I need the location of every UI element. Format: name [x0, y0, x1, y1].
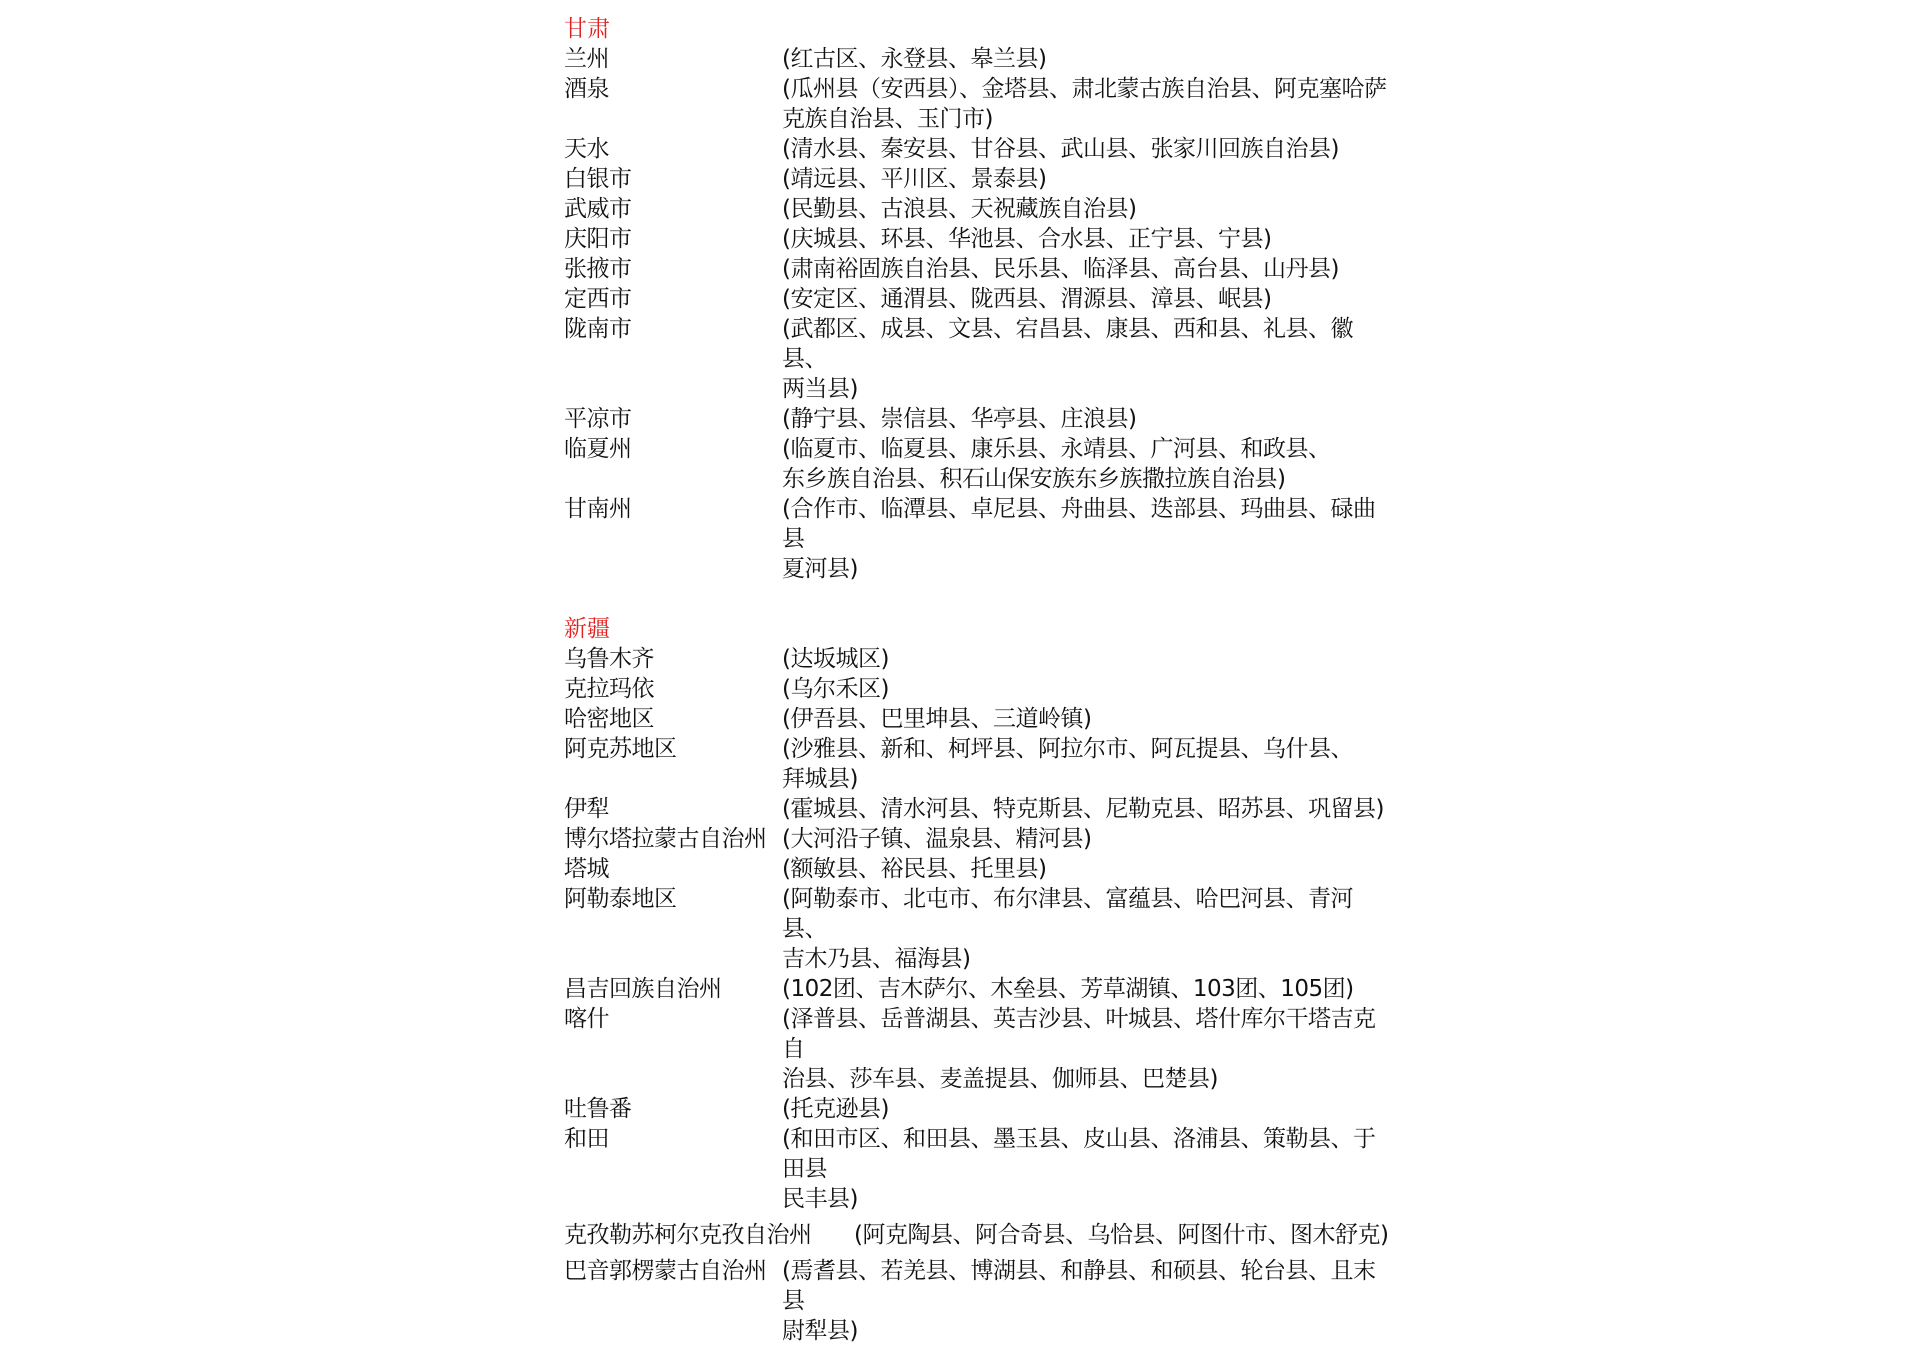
county-list: (额敏县、裕民县、托里县) [782, 856, 1047, 882]
city-name: 昌吉回族自治州 [564, 976, 722, 1002]
city-name: 张掖市 [564, 256, 632, 282]
list-row [564, 674, 1394, 704]
county-list: (临夏市、临夏县、康乐县、永靖县、广河县、和政县、 东乡族自治县、积石山保安族东乡族撒拉族自治县) [782, 436, 1331, 492]
county-list: (102团、吉木萨尔、木垒县、芳草湖镇、103团、105团) [782, 976, 1354, 1002]
list-row [564, 44, 1394, 74]
city-name: 哈密地区 [564, 706, 654, 732]
list-row [564, 314, 1394, 404]
list-row [564, 704, 1394, 734]
city-name: 平凉市 [564, 406, 632, 432]
county-list: (霍城县、清水河县、特克斯县、尼勒克县、昭苏县、巩留县) [782, 796, 1384, 822]
list-row [564, 134, 1394, 164]
city-name: 喀什 [564, 1006, 609, 1032]
city-name: 陇南市 [564, 316, 632, 342]
list-row [564, 974, 1394, 1004]
county-list: (清水县、秦安县、甘谷县、武山县、张家川回族自治县) [782, 136, 1339, 162]
section-gansu [564, 14, 1394, 584]
city-name: 武威市 [564, 196, 632, 222]
city-name: 临夏州 [564, 436, 632, 462]
list-row [564, 884, 1394, 974]
county-list: (红古区、永登县、皋兰县) [782, 46, 1047, 72]
county-list: (沙雅县、新和、柯坪县、阿拉尔市、阿瓦提县、乌什县、 拜城县) [782, 736, 1353, 792]
city-name: 定西市 [564, 286, 632, 312]
city-name: 克孜勒苏柯尔克孜自治州 [564, 1222, 812, 1248]
list-row [564, 794, 1394, 824]
city-name: 酒泉 [564, 76, 609, 102]
list-row [564, 854, 1394, 884]
county-list: (阿勒泰市、北屯市、布尔津县、富蕴县、哈巴河县、青河县、 吉木乃县、福海县) [782, 886, 1353, 972]
city-name: 白银市 [564, 166, 632, 192]
county-list: (肃南裕固族自治县、民乐县、临泽县、高台县、山丹县) [782, 256, 1339, 282]
county-list: (庆城县、环县、华池县、合水县、正宁县、宁县) [782, 226, 1272, 252]
list-row [564, 284, 1394, 314]
county-list: (伊吾县、巴里坤县、三道岭镇) [782, 706, 1092, 732]
list-row [564, 1094, 1394, 1124]
list-row [564, 1124, 1394, 1214]
region-list-document [564, 14, 1394, 1346]
county-list: (阿克陶县、阿合奇县、乌恰县、阿图什市、图木舒克) [854, 1222, 1389, 1248]
list-row [564, 74, 1394, 134]
section-title: 新疆 [564, 616, 610, 642]
list-row [564, 1256, 1394, 1346]
county-list: (托克逊县) [782, 1096, 889, 1122]
list-row [564, 164, 1394, 194]
list-row [564, 1220, 1394, 1250]
county-list: (安定区、通渭县、陇西县、渭源县、漳县、岷县) [782, 286, 1272, 312]
section-title: 甘肃 [564, 16, 610, 42]
county-list: (焉耆县、若羌县、博湖县、和静县、和硕县、轮台县、且末县 尉犁县) [782, 1258, 1376, 1344]
city-name: 天水 [564, 136, 609, 162]
county-list: (大河沿子镇、温泉县、精河县) [782, 826, 1092, 852]
county-list: (瓜州县（安西县）、金塔县、肃北蒙古族自治县、阿克塞哈萨 克族自治县、玉门市) [782, 76, 1387, 132]
county-list: (静宁县、崇信县、华亭县、庄浪县) [782, 406, 1137, 432]
city-name: 阿克苏地区 [564, 736, 677, 762]
city-name: 吐鲁番 [564, 1096, 632, 1122]
list-row [564, 494, 1394, 584]
city-name: 伊犁 [564, 796, 609, 822]
list-row [564, 434, 1394, 494]
list-row [564, 224, 1394, 254]
list-row [564, 824, 1394, 854]
section-xinjiang [564, 614, 1394, 1346]
list-row [564, 1004, 1394, 1094]
city-name: 兰州 [564, 46, 609, 72]
city-name: 克拉玛依 [564, 676, 654, 702]
city-name: 阿勒泰地区 [564, 886, 677, 912]
list-row [564, 404, 1394, 434]
county-list: (武都区、成县、文县、宕昌县、康县、西和县、礼县、徽县、 两当县) [782, 316, 1353, 402]
city-name: 甘南州 [564, 496, 632, 522]
city-name: 巴音郭楞蒙古自治州 [564, 1258, 767, 1284]
county-list: (乌尔禾区) [782, 676, 889, 702]
county-list: (达坂城区) [782, 646, 889, 672]
list-row [564, 644, 1394, 674]
city-name: 塔城 [564, 856, 609, 882]
city-name: 庆阳市 [564, 226, 632, 252]
city-name: 乌鲁木齐 [564, 646, 654, 672]
county-list: (和田市区、和田县、墨玉县、皮山县、洛浦县、策勒县、于田县 民丰县) [782, 1126, 1376, 1212]
list-row [564, 734, 1394, 794]
section-spacer [564, 584, 1394, 614]
county-list: (泽普县、岳普湖县、英吉沙县、叶城县、塔什库尔干塔吉克自 治县、莎车县、麦盖提县、伽师县、巴楚县) [782, 1006, 1376, 1092]
city-name: 博尔塔拉蒙古自治州 [564, 826, 767, 852]
city-name: 和田 [564, 1126, 609, 1152]
county-list: (合作市、临潭县、卓尼县、舟曲县、迭部县、玛曲县、碌曲县 夏河县) [782, 496, 1376, 582]
county-list: (靖远县、平川区、景泰县) [782, 166, 1047, 192]
list-row [564, 254, 1394, 284]
list-row [564, 194, 1394, 224]
county-list: (民勤县、古浪县、天祝藏族自治县) [782, 196, 1137, 222]
